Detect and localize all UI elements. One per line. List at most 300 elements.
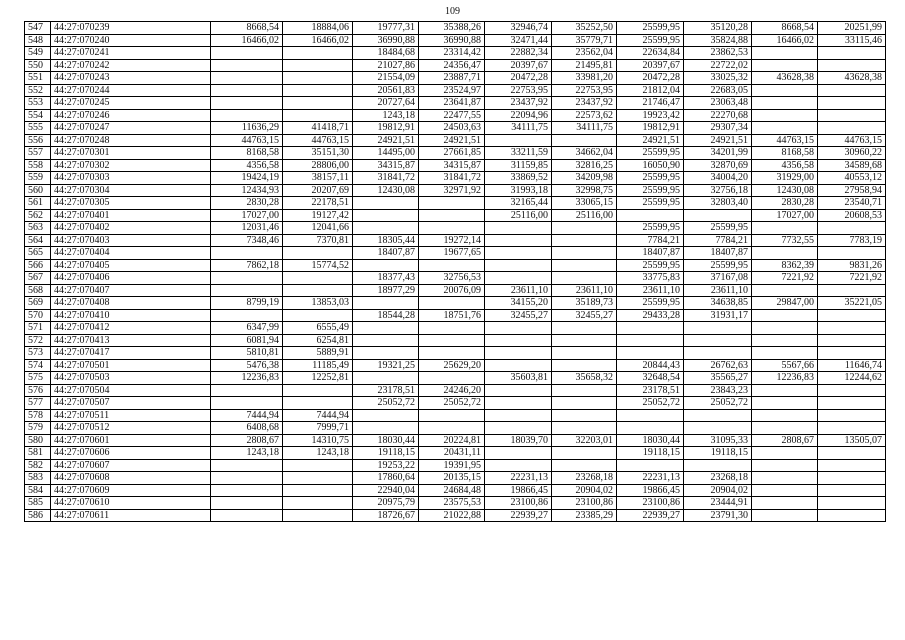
value-cell: 35779,71 bbox=[552, 34, 617, 47]
value-cell: 31841,72 bbox=[353, 172, 419, 185]
value-cell bbox=[752, 447, 818, 460]
value-cell: 22753,95 bbox=[552, 84, 617, 97]
row-number-cell: 551 bbox=[25, 72, 51, 85]
value-cell: 20251,99 bbox=[818, 22, 886, 35]
value-cell bbox=[283, 97, 353, 110]
value-cell bbox=[353, 347, 419, 360]
value-cell bbox=[818, 347, 886, 360]
value-cell: 19777,31 bbox=[353, 22, 419, 35]
value-cell: 23178,51 bbox=[353, 384, 419, 397]
value-cell: 7221,92 bbox=[818, 272, 886, 285]
table-row bbox=[25, 47, 886, 60]
value-cell: 24356,47 bbox=[419, 59, 485, 72]
row-number-cell: 574 bbox=[25, 359, 51, 372]
value-cell: 32455,27 bbox=[552, 309, 617, 322]
value-cell: 20135,15 bbox=[419, 472, 485, 485]
value-cell: 19118,15 bbox=[353, 447, 419, 460]
value-cell bbox=[752, 47, 818, 60]
cadastral-value-table bbox=[24, 21, 886, 522]
value-cell: 18751,76 bbox=[419, 309, 485, 322]
value-cell bbox=[552, 259, 617, 272]
value-cell bbox=[283, 472, 353, 485]
value-cell: 38157,11 bbox=[283, 172, 353, 185]
value-cell: 18726,67 bbox=[353, 509, 419, 522]
value-cell bbox=[617, 347, 684, 360]
value-cell bbox=[818, 247, 886, 260]
value-cell: 27958,94 bbox=[818, 184, 886, 197]
value-cell bbox=[353, 297, 419, 310]
cadastral-code-cell: 44:27:070239 bbox=[51, 22, 211, 35]
table-row bbox=[25, 434, 886, 447]
value-cell: 31159,85 bbox=[485, 159, 552, 172]
row-number-cell: 583 bbox=[25, 472, 51, 485]
cadastral-code-cell: 44:27:070407 bbox=[51, 284, 211, 297]
cadastral-code-cell: 44:27:070304 bbox=[51, 184, 211, 197]
table-row bbox=[25, 272, 886, 285]
value-cell bbox=[485, 334, 552, 347]
row-number-cell: 579 bbox=[25, 422, 51, 435]
cadastral-code-cell: 44:27:070410 bbox=[51, 309, 211, 322]
value-cell: 20397,67 bbox=[485, 59, 552, 72]
value-cell bbox=[552, 447, 617, 460]
value-cell bbox=[552, 222, 617, 235]
value-cell: 7862,18 bbox=[211, 259, 283, 272]
table-row bbox=[25, 109, 886, 122]
value-cell: 8168,58 bbox=[211, 147, 283, 160]
row-number-cell: 561 bbox=[25, 197, 51, 210]
cadastral-code-cell: 44:27:070609 bbox=[51, 484, 211, 497]
value-cell: 19866,45 bbox=[617, 484, 684, 497]
value-cell: 7784,21 bbox=[684, 234, 752, 247]
value-cell: 32803,40 bbox=[684, 197, 752, 210]
value-cell bbox=[752, 484, 818, 497]
cadastral-code-cell: 44:27:070248 bbox=[51, 134, 211, 147]
value-cell bbox=[818, 97, 886, 110]
value-cell: 33775,83 bbox=[617, 272, 684, 285]
value-cell bbox=[752, 459, 818, 472]
value-cell: 22477,55 bbox=[419, 109, 485, 122]
value-cell bbox=[818, 322, 886, 335]
cadastral-code-cell: 44:27:070408 bbox=[51, 297, 211, 310]
row-number-cell: 575 bbox=[25, 372, 51, 385]
cadastral-code-cell: 44:27:070247 bbox=[51, 122, 211, 135]
value-cell bbox=[419, 334, 485, 347]
row-number-cell: 548 bbox=[25, 34, 51, 47]
value-cell: 21812,04 bbox=[617, 84, 684, 97]
value-cell: 24921,51 bbox=[617, 134, 684, 147]
value-cell: 34111,75 bbox=[485, 122, 552, 135]
value-cell bbox=[552, 459, 617, 472]
value-cell bbox=[752, 397, 818, 410]
value-cell: 23437,92 bbox=[552, 97, 617, 110]
value-cell bbox=[485, 222, 552, 235]
value-cell: 11185,49 bbox=[283, 359, 353, 372]
value-cell: 9831,26 bbox=[818, 259, 886, 272]
row-number-cell: 581 bbox=[25, 447, 51, 460]
value-cell bbox=[211, 397, 283, 410]
value-cell: 17027,00 bbox=[211, 209, 283, 222]
value-cell: 22939,27 bbox=[485, 509, 552, 522]
value-cell bbox=[752, 422, 818, 435]
value-cell: 20397,67 bbox=[617, 59, 684, 72]
value-cell bbox=[283, 72, 353, 85]
value-cell: 23268,18 bbox=[684, 472, 752, 485]
value-cell: 20207,69 bbox=[283, 184, 353, 197]
value-cell: 24921,51 bbox=[684, 134, 752, 147]
value-cell bbox=[283, 459, 353, 472]
value-cell bbox=[684, 322, 752, 335]
value-cell: 25599,95 bbox=[617, 147, 684, 160]
row-number-cell: 570 bbox=[25, 309, 51, 322]
value-cell: 22634,84 bbox=[617, 47, 684, 60]
row-number-cell: 584 bbox=[25, 484, 51, 497]
value-cell: 12430,08 bbox=[752, 184, 818, 197]
value-cell: 23562,04 bbox=[552, 47, 617, 60]
row-number-cell: 578 bbox=[25, 409, 51, 422]
value-cell: 8668,54 bbox=[211, 22, 283, 35]
table-row bbox=[25, 322, 886, 335]
value-cell: 33025,32 bbox=[684, 72, 752, 85]
value-cell bbox=[752, 309, 818, 322]
value-cell: 35603,81 bbox=[485, 372, 552, 385]
value-cell bbox=[752, 97, 818, 110]
value-cell bbox=[818, 47, 886, 60]
row-number-cell: 586 bbox=[25, 509, 51, 522]
value-cell: 19118,15 bbox=[617, 447, 684, 460]
value-cell: 15774,52 bbox=[283, 259, 353, 272]
value-cell: 25599,95 bbox=[617, 197, 684, 210]
value-cell bbox=[752, 472, 818, 485]
value-cell: 23611,10 bbox=[485, 284, 552, 297]
value-cell: 14495,00 bbox=[353, 147, 419, 160]
value-cell bbox=[283, 284, 353, 297]
value-cell: 25599,95 bbox=[617, 184, 684, 197]
value-cell: 11646,74 bbox=[818, 359, 886, 372]
value-cell bbox=[353, 409, 419, 422]
value-cell: 22094,96 bbox=[485, 109, 552, 122]
value-cell: 27661,85 bbox=[419, 147, 485, 160]
value-cell bbox=[283, 309, 353, 322]
value-cell: 2808,67 bbox=[752, 434, 818, 447]
value-cell bbox=[485, 459, 552, 472]
value-cell: 19677,65 bbox=[419, 247, 485, 260]
value-cell bbox=[485, 347, 552, 360]
value-cell bbox=[353, 372, 419, 385]
value-cell: 5810,81 bbox=[211, 347, 283, 360]
value-cell bbox=[485, 272, 552, 285]
value-cell bbox=[552, 397, 617, 410]
table-row bbox=[25, 34, 886, 47]
cadastral-code-cell: 44:27:070501 bbox=[51, 359, 211, 372]
cadastral-code-cell: 44:27:070406 bbox=[51, 272, 211, 285]
cadastral-code-cell: 44:27:070412 bbox=[51, 322, 211, 335]
table-row bbox=[25, 97, 886, 110]
value-cell: 23611,10 bbox=[684, 284, 752, 297]
value-cell: 34315,87 bbox=[353, 159, 419, 172]
cadastral-code-cell: 44:27:070606 bbox=[51, 447, 211, 460]
value-cell: 7784,21 bbox=[617, 234, 684, 247]
value-cell bbox=[617, 459, 684, 472]
value-cell: 23100,86 bbox=[552, 497, 617, 510]
value-cell bbox=[752, 322, 818, 335]
value-cell bbox=[353, 209, 419, 222]
value-cell bbox=[283, 109, 353, 122]
value-cell bbox=[353, 197, 419, 210]
value-cell bbox=[211, 284, 283, 297]
table-row bbox=[25, 384, 886, 397]
value-cell: 20975,79 bbox=[353, 497, 419, 510]
value-cell bbox=[818, 409, 886, 422]
value-cell: 37167,08 bbox=[684, 272, 752, 285]
cadastral-code-cell: 44:27:070601 bbox=[51, 434, 211, 447]
value-cell: 22683,05 bbox=[684, 84, 752, 97]
value-cell bbox=[818, 334, 886, 347]
value-cell: 21746,47 bbox=[617, 97, 684, 110]
value-cell bbox=[818, 109, 886, 122]
value-cell: 25052,72 bbox=[684, 397, 752, 410]
value-cell: 23444,91 bbox=[684, 497, 752, 510]
table-row bbox=[25, 497, 886, 510]
value-cell: 18377,43 bbox=[353, 272, 419, 285]
value-cell: 2808,67 bbox=[211, 434, 283, 447]
value-cell: 5889,91 bbox=[283, 347, 353, 360]
value-cell: 32756,53 bbox=[419, 272, 485, 285]
value-cell bbox=[419, 322, 485, 335]
value-cell bbox=[752, 409, 818, 422]
table-row bbox=[25, 209, 886, 222]
cadastral-code-cell: 44:27:070504 bbox=[51, 384, 211, 397]
cadastral-code-cell: 44:27:070303 bbox=[51, 172, 211, 185]
value-cell: 24684,48 bbox=[419, 484, 485, 497]
value-cell: 20844,43 bbox=[617, 359, 684, 372]
cadastral-code-cell: 44:27:070611 bbox=[51, 509, 211, 522]
value-cell: 12430,08 bbox=[353, 184, 419, 197]
row-number-cell: 580 bbox=[25, 434, 51, 447]
value-cell: 34209,98 bbox=[552, 172, 617, 185]
row-number-cell: 549 bbox=[25, 47, 51, 60]
table-row bbox=[25, 459, 886, 472]
value-cell: 18977,29 bbox=[353, 284, 419, 297]
value-cell: 18407,87 bbox=[353, 247, 419, 260]
value-cell bbox=[752, 497, 818, 510]
value-cell: 7444,94 bbox=[283, 409, 353, 422]
table-row bbox=[25, 509, 886, 522]
value-cell: 16466,02 bbox=[211, 34, 283, 47]
table-row bbox=[25, 397, 886, 410]
value-cell: 33869,52 bbox=[485, 172, 552, 185]
cadastral-code-cell: 44:27:070417 bbox=[51, 347, 211, 360]
value-cell: 35189,73 bbox=[552, 297, 617, 310]
value-cell: 19127,42 bbox=[283, 209, 353, 222]
value-cell bbox=[552, 272, 617, 285]
value-cell bbox=[752, 247, 818, 260]
value-cell bbox=[818, 309, 886, 322]
table-body bbox=[25, 22, 886, 522]
value-cell: 23524,97 bbox=[419, 84, 485, 97]
cadastral-code-cell: 44:27:070403 bbox=[51, 234, 211, 247]
value-cell: 19923,42 bbox=[617, 109, 684, 122]
value-cell: 17860,64 bbox=[353, 472, 419, 485]
table-row bbox=[25, 234, 886, 247]
value-cell: 31929,00 bbox=[752, 172, 818, 185]
row-number-cell: 559 bbox=[25, 172, 51, 185]
value-cell: 23100,86 bbox=[485, 497, 552, 510]
value-cell: 12041,66 bbox=[283, 222, 353, 235]
value-cell: 23268,18 bbox=[552, 472, 617, 485]
value-cell bbox=[283, 59, 353, 72]
table-row bbox=[25, 147, 886, 160]
value-cell: 23641,87 bbox=[419, 97, 485, 110]
row-number-cell: 547 bbox=[25, 22, 51, 35]
value-cell bbox=[752, 509, 818, 522]
value-cell bbox=[617, 409, 684, 422]
value-cell: 7783,19 bbox=[818, 234, 886, 247]
value-cell: 22178,51 bbox=[283, 197, 353, 210]
value-cell: 19321,25 bbox=[353, 359, 419, 372]
table-row bbox=[25, 159, 886, 172]
value-cell: 23611,10 bbox=[552, 284, 617, 297]
value-cell bbox=[552, 334, 617, 347]
cadastral-code-cell: 44:27:070512 bbox=[51, 422, 211, 435]
value-cell bbox=[283, 272, 353, 285]
value-cell bbox=[353, 334, 419, 347]
value-cell: 18039,70 bbox=[485, 434, 552, 447]
value-cell bbox=[211, 309, 283, 322]
value-cell bbox=[552, 234, 617, 247]
cadastral-code-cell: 44:27:070511 bbox=[51, 409, 211, 422]
value-cell: 24921,51 bbox=[419, 134, 485, 147]
cadastral-code-cell: 44:27:070608 bbox=[51, 472, 211, 485]
cadastral-code-cell: 44:27:070246 bbox=[51, 109, 211, 122]
value-cell: 14310,75 bbox=[283, 434, 353, 447]
value-cell: 32455,27 bbox=[485, 309, 552, 322]
value-cell bbox=[684, 334, 752, 347]
value-cell bbox=[818, 472, 886, 485]
value-cell: 33065,15 bbox=[552, 197, 617, 210]
row-number-cell: 558 bbox=[25, 159, 51, 172]
value-cell bbox=[211, 384, 283, 397]
value-cell bbox=[485, 397, 552, 410]
value-cell: 8168,58 bbox=[752, 147, 818, 160]
row-number-cell: 564 bbox=[25, 234, 51, 247]
value-cell: 25052,72 bbox=[419, 397, 485, 410]
value-cell bbox=[485, 409, 552, 422]
value-cell: 25599,95 bbox=[617, 172, 684, 185]
value-cell bbox=[419, 409, 485, 422]
value-cell: 21027,86 bbox=[353, 59, 419, 72]
value-cell bbox=[485, 384, 552, 397]
value-cell: 19118,15 bbox=[684, 447, 752, 460]
value-cell: 32998,75 bbox=[552, 184, 617, 197]
value-cell bbox=[283, 384, 353, 397]
value-cell bbox=[283, 484, 353, 497]
value-cell bbox=[419, 209, 485, 222]
table-row bbox=[25, 72, 886, 85]
value-cell bbox=[684, 422, 752, 435]
row-number-cell: 566 bbox=[25, 259, 51, 272]
value-cell bbox=[211, 109, 283, 122]
row-number-cell: 563 bbox=[25, 222, 51, 235]
value-cell: 34589,68 bbox=[818, 159, 886, 172]
value-cell: 4356,58 bbox=[752, 159, 818, 172]
value-cell: 35388,26 bbox=[419, 22, 485, 35]
row-number-cell: 552 bbox=[25, 84, 51, 97]
value-cell bbox=[684, 209, 752, 222]
value-cell: 22722,02 bbox=[684, 59, 752, 72]
value-cell: 22231,13 bbox=[485, 472, 552, 485]
value-cell: 6555,49 bbox=[283, 322, 353, 335]
value-cell bbox=[485, 359, 552, 372]
table-row bbox=[25, 297, 886, 310]
table-row bbox=[25, 197, 886, 210]
value-cell: 21554,09 bbox=[353, 72, 419, 85]
value-cell bbox=[818, 497, 886, 510]
value-cell: 34155,20 bbox=[485, 297, 552, 310]
value-cell: 23063,48 bbox=[684, 97, 752, 110]
value-cell: 20727,64 bbox=[353, 97, 419, 110]
value-cell: 25116,00 bbox=[485, 209, 552, 222]
value-cell bbox=[211, 47, 283, 60]
cadastral-code-cell: 44:27:070240 bbox=[51, 34, 211, 47]
value-cell bbox=[818, 122, 886, 135]
value-cell: 22270,68 bbox=[684, 109, 752, 122]
table-row bbox=[25, 309, 886, 322]
value-cell bbox=[353, 259, 419, 272]
table-row bbox=[25, 247, 886, 260]
value-cell: 12031,46 bbox=[211, 222, 283, 235]
cadastral-code-cell: 44:27:070302 bbox=[51, 159, 211, 172]
value-cell: 22882,34 bbox=[485, 47, 552, 60]
value-cell: 22939,27 bbox=[617, 509, 684, 522]
value-cell: 25599,95 bbox=[684, 222, 752, 235]
value-cell: 29847,00 bbox=[752, 297, 818, 310]
value-cell: 41418,71 bbox=[283, 122, 353, 135]
value-cell: 44763,15 bbox=[818, 134, 886, 147]
value-cell: 34638,85 bbox=[684, 297, 752, 310]
value-cell: 44763,15 bbox=[283, 134, 353, 147]
value-cell: 31931,17 bbox=[684, 309, 752, 322]
value-cell: 34111,75 bbox=[552, 122, 617, 135]
value-cell: 34662,04 bbox=[552, 147, 617, 160]
value-cell bbox=[617, 322, 684, 335]
value-cell bbox=[353, 322, 419, 335]
value-cell: 32870,69 bbox=[684, 159, 752, 172]
value-cell bbox=[552, 347, 617, 360]
value-cell: 34201,99 bbox=[684, 147, 752, 160]
table-row bbox=[25, 409, 886, 422]
value-cell: 7444,94 bbox=[211, 409, 283, 422]
value-cell: 43628,38 bbox=[752, 72, 818, 85]
value-cell: 25599,95 bbox=[617, 259, 684, 272]
value-cell: 21495,81 bbox=[552, 59, 617, 72]
value-cell: 7732,55 bbox=[752, 234, 818, 247]
value-cell bbox=[353, 222, 419, 235]
value-cell bbox=[684, 409, 752, 422]
value-cell bbox=[419, 259, 485, 272]
value-cell: 18544,28 bbox=[353, 309, 419, 322]
cadastral-code-cell: 44:27:070401 bbox=[51, 209, 211, 222]
value-cell bbox=[552, 409, 617, 422]
value-cell: 16466,02 bbox=[283, 34, 353, 47]
value-cell bbox=[485, 322, 552, 335]
value-cell bbox=[419, 222, 485, 235]
value-cell: 25599,95 bbox=[617, 22, 684, 35]
value-cell bbox=[752, 59, 818, 72]
value-cell: 32648,54 bbox=[617, 372, 684, 385]
value-cell: 20904,02 bbox=[684, 484, 752, 497]
value-cell: 8362,39 bbox=[752, 259, 818, 272]
value-cell: 18884,06 bbox=[283, 22, 353, 35]
